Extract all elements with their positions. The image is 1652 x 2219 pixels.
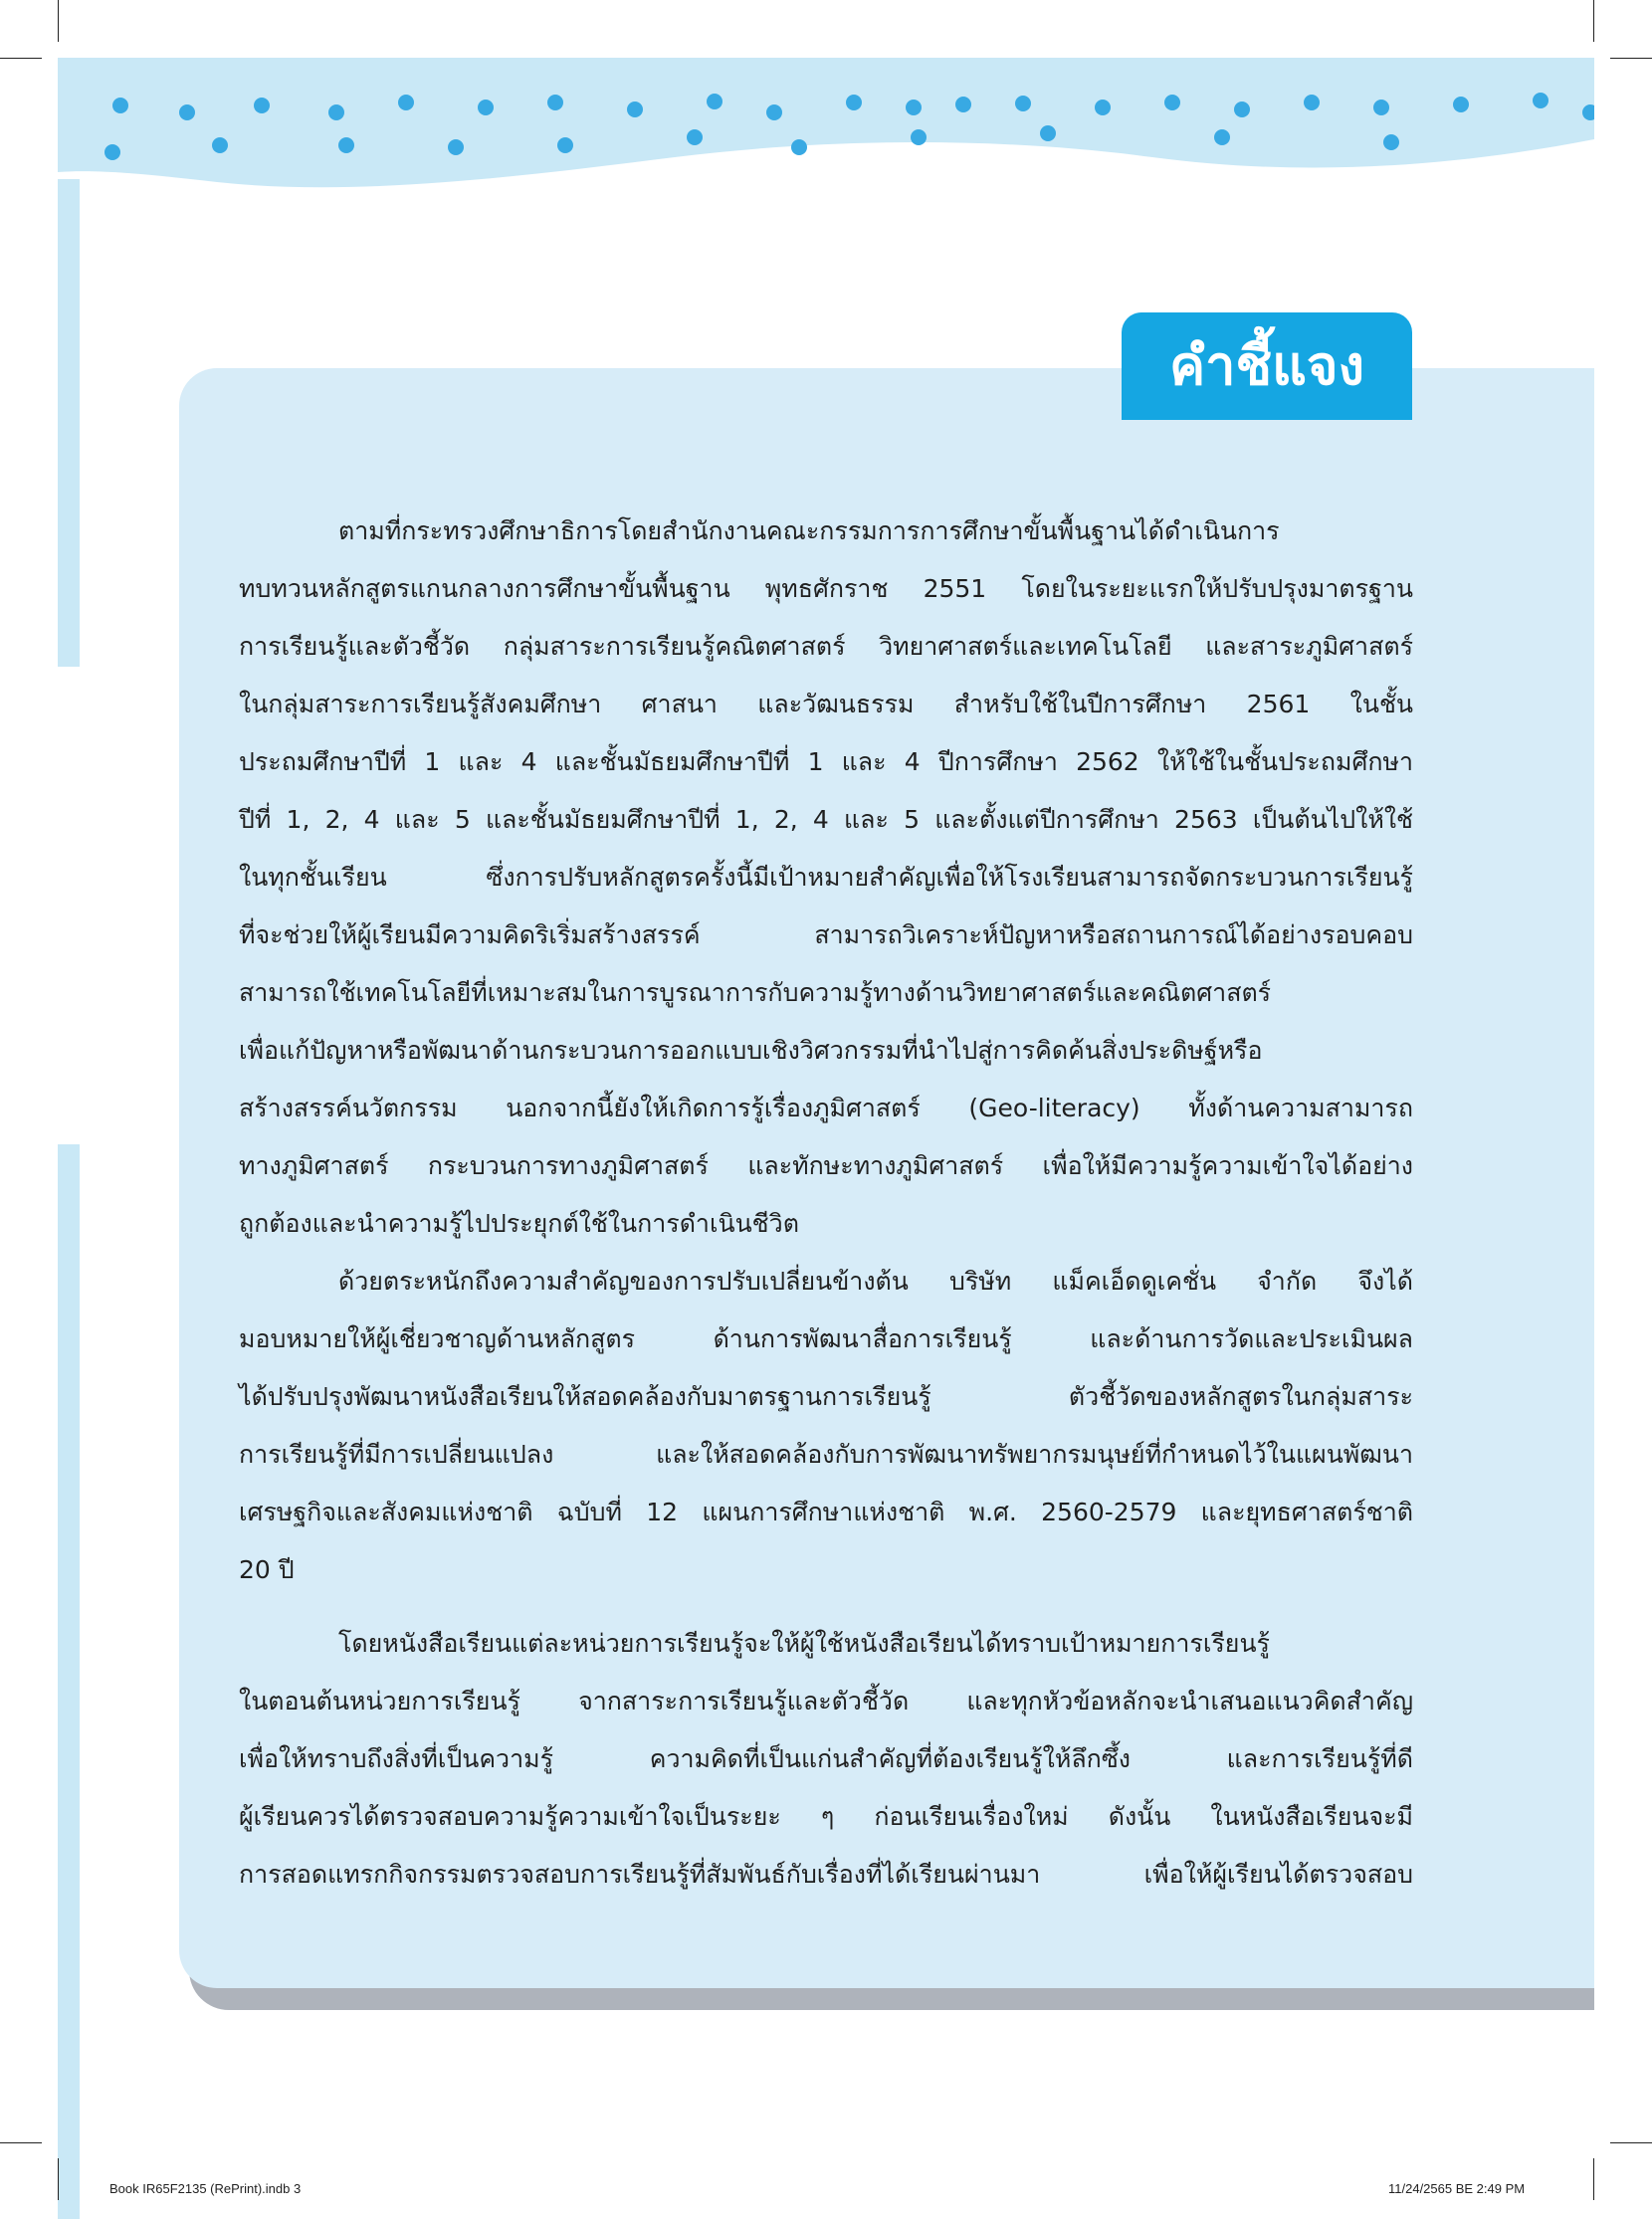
paragraph: [239, 1615, 1413, 1904]
paragraph: [239, 1253, 1413, 1599]
text-line: ทบทวนหลักสูตรแกนกลางการศึกษาขั้นพื้นฐาน พุทธศักราช 2551 โดยในระยะแรกให้ปรับปรุงมาตรฐาน: [239, 574, 1413, 603]
text-line: การเรียนรู้และตัวชี้วัด กลุ่มสาระการเรียนรู้คณิตศาสตร์ วิทยาศาสตร์และเทคโนโลยี และสาระภูมิศาสตร์: [239, 632, 1413, 661]
text-line: สามารถใช้เทคโนโลยีที่เหมาะสมในการบูรณาการกับความรู้ทางด้านวิทยาศาสตร์และคณิตศาสตร์: [239, 978, 1272, 1007]
crop-mark: [1593, 2158, 1594, 2200]
text-line: ด้วยตระหนักถึงความสำคัญของการปรับเปลี่ยนข้างต้น บริษัท แม็คเอ็ดดูเคชั่น จำกัด จึงได้: [338, 1267, 1413, 1296]
text-line: ปีที่ 1, 2, 4 และ 5 และชั้นมัธยมศึกษาปีที่ 1, 2, 4 และ 5 และตั้งแต่ปีการศึกษา 2563 เป็นต้นไปให้ใช้: [239, 805, 1413, 834]
crop-mark: [1610, 58, 1652, 59]
crop-mark: [1610, 2142, 1652, 2143]
crop-mark: [1593, 0, 1594, 42]
text-line: ประถมศึกษาปีที่ 1 และ 4 และชั้นมัธยมศึกษาปีที่ 1 และ 4 ปีการศึกษา 2562 ให้ใช้ในชั้นประถมศึกษา: [239, 747, 1413, 776]
page-title: คำชี้แจง: [1122, 312, 1412, 420]
header-wave-band: [58, 58, 1594, 207]
text-line: สร้างสรรค์นวัตกรรม นอกจากนี้ยังให้เกิดการรู้เรื่องภูมิศาสตร์ (Geo-literacy) ทั้งด้านความสามารถ: [239, 1094, 1413, 1122]
text-line: เศรษฐกิจและสังคมแห่งชาติ ฉบับที่ 12 แผนการศึกษาแห่งชาติ พ.ศ. 2560-2579 และยุทธศาสตร์ชาติ: [239, 1498, 1413, 1526]
text-line: โดยหนังสือเรียนแต่ละหน่วยการเรียนรู้จะให้ผู้ใช้หนังสือเรียนได้ทราบเป้าหมายการเรียนรู้: [338, 1629, 1270, 1658]
text-line: ในตอนต้นหน่วยการเรียนรู้ จากสาระการเรียนรู้และตัวชี้วัด และทุกหัวข้อหลักจะนำเสนอแนวคิดสำคัญ: [239, 1687, 1413, 1715]
text-line: การสอดแทรกกิจกรรมตรวจสอบการเรียนรู้ที่สัมพันธ์กับเรื่องที่ได้เรียนผ่านมา เพื่อให้ผู้เรียนได้ตรวจสอบ: [239, 1860, 1413, 1889]
text-line: ผู้เรียนควรได้ตรวจสอบความรู้ความเข้าใจเป็นระยะ ๆ ก่อนเรียนเรื่องใหม่ ดังนั้น ในหนังสือเรียนจะมี: [239, 1802, 1413, 1831]
text-line: ที่จะช่วยให้ผู้เรียนมีความคิดริเริ่มสร้างสรรค์ สามารถวิเคราะห์ปัญหาหรือสถานการณ์ได้อย่างรอบคอบ: [239, 920, 1413, 949]
paragraph: [239, 503, 1413, 1253]
text-line: 20 ปี: [239, 1555, 295, 1584]
crop-mark: [58, 0, 59, 42]
print-slug-timestamp: 11/24/2565 BE 2:49 PM: [1388, 2181, 1526, 2196]
print-slug-filename: Book IR65F2135 (RePrint).indb 3: [109, 2181, 302, 2196]
text-line: ในทุกชั้นเรียน ซึ่งการปรับหลักสูตรครั้งนี้มีเป้าหมายสำคัญเพื่อให้โรงเรียนสามารถจัดกระบวนการเรียนรู้: [239, 863, 1413, 892]
text-line: ถูกต้องและนำความรู้ไปประยุกต์ใช้ในการดำเนินชีวิต: [239, 1209, 799, 1238]
crop-mark: [58, 2158, 59, 2200]
text-line: เพื่อแก้ปัญหาหรือพัฒนาด้านกระบวนการออกแบบเชิงวิศวกรรมที่นำไปสู่การคิดค้นสิ่งประดิษฐ์หรือ: [239, 1036, 1263, 1065]
crop-mark: [0, 2142, 42, 2143]
text-line: ตามที่กระทรวงศึกษาธิการโดยสำนักงานคณะกรรมการการศึกษาขั้นพื้นฐานได้ดำเนินการ: [338, 516, 1280, 545]
text-line: มอบหมายให้ผู้เชี่ยวชาญด้านหลักสูตร ด้านการพัฒนาสื่อการเรียนรู้ และด้านการวัดและประเมินผล: [239, 1324, 1413, 1353]
text-line: เพื่อให้ทราบถึงสิ่งที่เป็นความรู้ ความคิดที่เป็นแก่นสำคัญที่ต้องเรียนรู้ให้ลึกซึ้ง และการเรียนรู้ที่ดี: [239, 1744, 1413, 1773]
text-line: ในกลุ่มสาระการเรียนรู้สังคมศึกษา ศาสนา และวัฒนธรรม สำหรับใช้ในปีการศึกษา 2561 ในชั้น: [239, 690, 1413, 718]
body-text: [239, 503, 1413, 1904]
text-line: ได้ปรับปรุงพัฒนาหนังสือเรียนให้สอดคล้องกับมาตรฐานการเรียนรู้ ตัวชี้วัดของหลักสูตรในกลุ่มสาระ: [239, 1382, 1413, 1411]
left-edge-strip: [58, 179, 80, 667]
crop-mark: [0, 58, 42, 59]
text-line: การเรียนรู้ที่มีการเปลี่ยนแปลง และให้สอดคล้องกับการพัฒนาทรัพยากรมนุษย์ที่กำหนดไว้ในแผนพัฒนา: [239, 1440, 1413, 1469]
left-edge-strip: [58, 1144, 80, 2219]
text-line: ทางภูมิศาสตร์ กระบวนการทางภูมิศาสตร์ และทักษะทางภูมิศาสตร์ เพื่อให้มีความรู้ความเข้าใจได้อย่าง: [239, 1151, 1413, 1180]
